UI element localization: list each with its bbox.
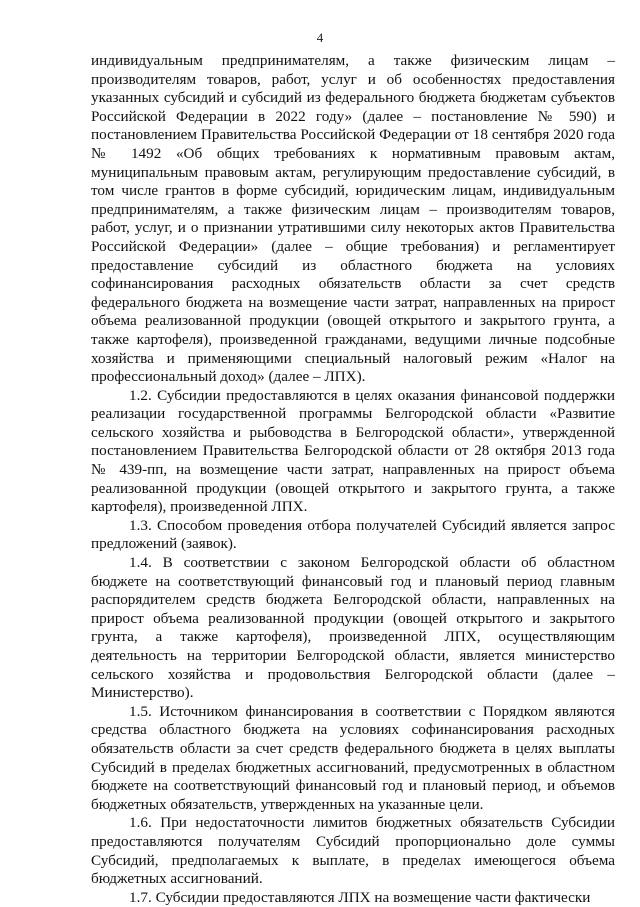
paragraph-1-3: 1.3. Способом проведения отбора получателей Субсидий является запрос предложений (заявок).	[91, 516, 615, 553]
paragraph-1-7: 1.7. Субсидии предоставляются ЛПХ на возмещение части фактически	[129, 888, 591, 906]
paragraph-continuation: индивидуальным предпринимателям, а также физическим лицам – производителям товаров, работ, услуг и об особенностях предоставления указанных субсидий и субсидий из федерального бюджета бюджетам субъектов Российской Федерации в 2022 году» (далее – постановление № 590) и постановлением Правительства Российской Федерации от 18 сентября 2020 года № 1492 «Об общих требованиях к нормативным правовым актам, муниципальным правовым актам, регулирующим предоставление субсидий, в том числе грантов в форме субсидий, юридическим лицам, индивидуальным предпринимателям, а также физическим лицам – производителям товаров, работ, услуг, и о признании утратившими силу некоторых актов Правительства Российской Федерации» (далее – общие требования) и регламентирует предоставление субсидий из областного бюджета на условиях софинансирования расходных обязательств области за счет средств федерального бюджета на возмещение части затрат, направленных на прирост объема реализованной продукции (овощей открытого и закрытого грунта, а также картофеля), произведенной гражданами, ведущими личные подсобные хозяйства и применяющими специальный налоговый режим «Налог на профессиональный доход» (далее – ЛПХ).	[91, 52, 615, 386]
document-body	[91, 52, 615, 907]
paragraph-1-2: 1.2. Субсидии предоставляются в целях оказания финансовой поддержки реализации государственной программы Белгородской области «Развитие сельского хозяйства и рыбоводства в Белгородской области», утвержденной постановлением Правительства Белгородской области от 28 октября 2013 года № 439-пп, на возмещение части затрат, направленных на прирост объема реализованной продукции (овощей открытого и закрытого грунта, а также картофеля), произведенной ЛПХ.	[91, 386, 615, 516]
paragraph-1-6: 1.6. При недостаточности лимитов бюджетных обязательств Субсидии предоставляются получателям Субсидий пропорционально доле суммы Субсидий, предполагаемых к выплате, в пределах имеющегося объема бюджетных ассигнований.	[91, 814, 615, 888]
paragraph-1-5: 1.5. Источником финансирования в соответствии с Порядком являются средства областного бюджета на условиях софинансирования расходных обязательств области за счет средств федерального бюджета в целях выплаты Субсидий в пределах бюджетных ассигнований, предусмотренных в областном бюджете на соответствующий финансовый год и плановый период, и объемов бюджетных обязательств, утвержденных на указанные цели.	[91, 702, 615, 813]
paragraph-1-4: 1.4. В соответствии с законом Белгородской области об областном бюджете на соответствующий финансовый год и плановый период главным распорядителем средств бюджета Белгородской области, направленных на прирост объема реализованной продукции (овощей открытого и закрытого грунта, а также картофеля), произведенной ЛПХ, осуществляющим деятельность на территории Белгородской области, является министерство сельского хозяйства и продовольствия Белгородской области (далее – Министерство).	[91, 554, 615, 702]
page-number: 4	[316, 30, 324, 45]
